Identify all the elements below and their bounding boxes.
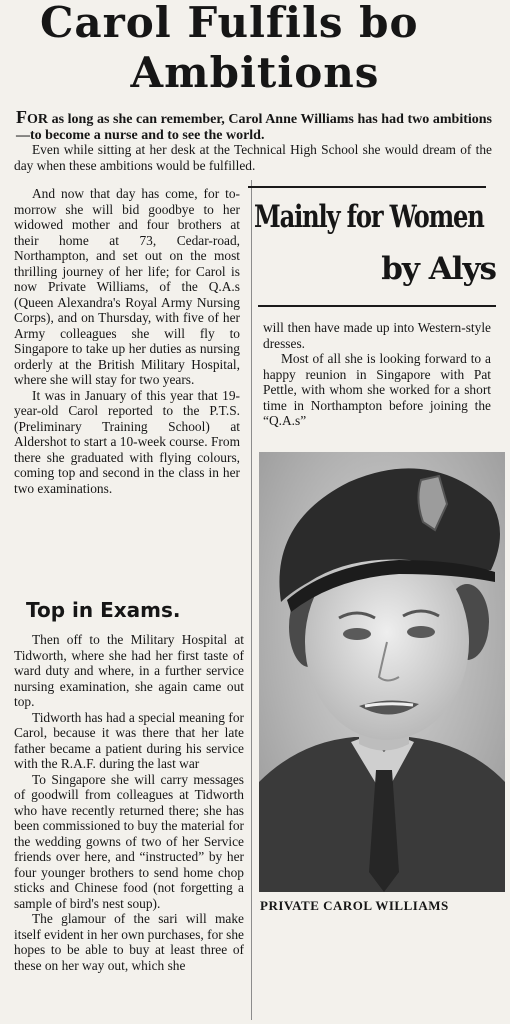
photo-caption: PRIVATE CAROL WILLIAMS	[260, 898, 449, 913]
column-1-paragraph: It was in January of this year that 19-year-old Carol reported to the P.T.S. (Preliminary Training School) at Aldershot to start a 10-week course. From there she graduated with flying colours, coming top and second in the class in her two examinations.	[14, 387, 240, 496]
column-1-bottom	[14, 632, 244, 973]
column-2	[263, 320, 491, 429]
lead-paragraph	[16, 107, 492, 143]
column-2-paragraph: will then have made up into Western-style dresses.	[263, 320, 491, 351]
feature-bottom-rule	[258, 305, 496, 307]
column-2-paragraph: Most of all she is looking forward to a happy reunion in Singapore with Pat Pettle, with whom she worked for a short time in Northampton before joining the “Q.A.s”	[263, 351, 491, 428]
column-divider	[251, 180, 252, 1020]
feature-top-rule	[248, 186, 486, 188]
column-1b-paragraph: To Singapore she will carry messages of goodwill from colleagues at Tidworth who have recently returned there; she has been commissioned to buy the material for the wedding gowns of two of her Service friends over here, and “instructed” by her four younger brothers to send home chop sticks and Chinese food (not forgetting a sample of bird's nest soup).	[14, 771, 244, 911]
feature-title: Mainly for Women	[254, 199, 484, 235]
section-subhead: Top in Exams.	[26, 598, 181, 622]
portrait-illustration	[259, 452, 505, 892]
headline-line-1: Carol Fulfils bo	[40, 0, 419, 47]
intro-paragraph	[14, 142, 492, 173]
intro-text: Even while sitting at her desk at the Technical High School she would dream of the day when these ambitions would be fulfilled.	[14, 142, 492, 173]
column-1-paragraph: And now that day has come, for to-morrow she will bid goodbye to her widowed mother and four brothers at their home at 73, Cedar-road, Northampton, and set out on the most thrilling journey of her life; for Carol is now Private Williams, of the Q.A.s (Queen Alexandra's Royal Army Nursing Corps), and on Thursday, with five of her Army colleagues she will fly to Singapore to take up her duties as nursing orderly at the British Military Hospital, where she will stay for two years.	[14, 186, 240, 387]
headline-line-2: Ambitions	[130, 48, 380, 97]
column-1b-paragraph: The glamour of the sari will make itself evident in her own purchases, for she hopes to be able to buy at least three of these on her way out, which she	[14, 911, 244, 973]
column-1b-paragraph: Tidworth has had a special meaning for Carol, because it was there that her late father became a patient during his service with the R.A.F. during the last war	[14, 709, 244, 771]
column-1-top	[14, 186, 240, 496]
lead-drop-letter: F	[16, 107, 27, 127]
feature-byline: by Alys	[381, 251, 496, 287]
column-1b-paragraph: Then off to the Military Hospital at Tidworth, where she had her first taste of ward duty and where, in a further service nursing examination, she again came out top.	[14, 632, 244, 709]
lead-text: OR as long as she can remember, Carol Anne Williams has had two ambitions—to become a nurse and to see the world.	[16, 112, 492, 143]
portrait-photo	[259, 452, 505, 892]
